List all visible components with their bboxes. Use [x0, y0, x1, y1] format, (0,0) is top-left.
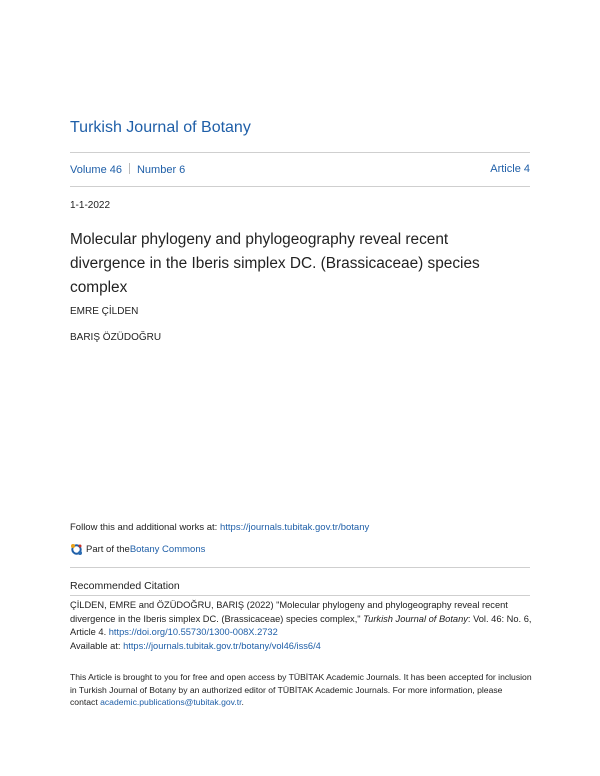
issue-row: [70, 163, 530, 176]
citation-top-divider: [70, 567, 530, 568]
available-url-link[interactable]: https://journals.tubitak.gov.tr/botany/vol46/iss6/4: [123, 640, 321, 651]
bepress-network-icon: [70, 543, 83, 556]
volume-link[interactable]: Volume 46: [70, 164, 122, 176]
recommended-citation-heading: Recommended Citation: [70, 580, 180, 592]
contact-email-link[interactable]: academic.publications@tubitak.gov.tr: [100, 697, 242, 707]
journal-title-link[interactable]: Turkish Journal of Botany: [70, 119, 251, 136]
doi-link[interactable]: https://doi.org/10.55730/1300-008X.2732: [108, 627, 278, 637]
article-title: Molecular phylogeny and phylogeography reveal recent divergence in the Iberis simplex DC. (Brassicaceae) species complex: [70, 231, 480, 296]
botany-commons-link[interactable]: Botany Commons: [129, 544, 206, 555]
citation-volume: : Vol. 46: No. 6, Article 4.: [70, 613, 532, 637]
publication-date: 1-1-2022: [70, 200, 111, 211]
follow-url-link[interactable]: https://journals.tubitak.gov.tr/botany: [219, 522, 370, 533]
top-divider: [70, 152, 530, 153]
notice-text: This Article is brought to you for free and open access by TÜBİTAK Academic Journals. It has been accepted for inclusion in Turkish Journal of Botany by an authorized editor of TÜBİTAK Academic Journals. For more information, please contact: [70, 672, 532, 707]
follow-line: [70, 522, 369, 533]
author-1: EMRE ÇİLDEN: [70, 306, 139, 317]
part-of-line: [70, 543, 205, 556]
available-label: Available at:: [70, 640, 124, 651]
citation-authors-title: ÇİLDEN, EMRE and ÖZÜDOĞRU, BARIŞ (2022) "Molecular phylogeny and phylogeography reveal recent divergence in the Iberis simplex DC. (Brassicaceae) species complex,": [70, 600, 508, 624]
open-access-notice: [70, 671, 532, 709]
author-2: BARIŞ ÖZÜDOĞRU: [70, 332, 162, 343]
citation-text: [70, 599, 532, 653]
notice-end: .: [241, 697, 244, 707]
article-link[interactable]: Article 4: [490, 163, 530, 175]
number-link[interactable]: Number 6: [136, 164, 186, 176]
citation-journal: Turkish Journal of Botany: [363, 613, 468, 624]
part-of-prefix: Part of the: [86, 544, 130, 555]
issue-divider: [70, 186, 530, 187]
citation-divider: [70, 595, 530, 596]
follow-label: Follow this and additional works at:: [70, 522, 220, 533]
issue-separator: [129, 163, 130, 174]
